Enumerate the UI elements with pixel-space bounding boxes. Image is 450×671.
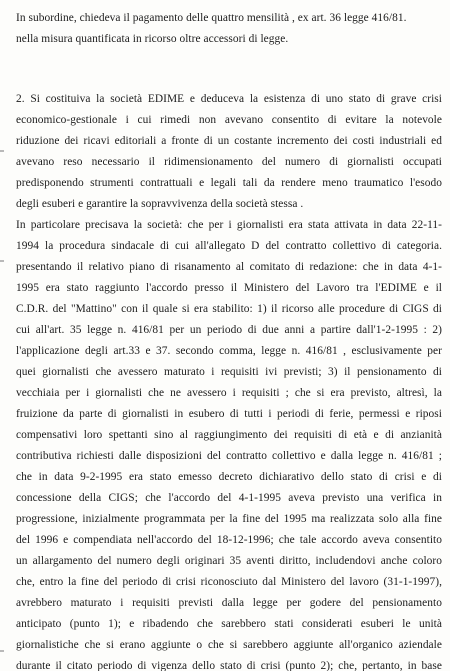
text-line: progressione, inizialmente programmata per la fine del 1995 ma realizzata solo alla fine [16,513,442,525]
text-line: 1994 la procedura sindacale di cui all'allegato D del contratto collettivo di categoria. [16,240,442,252]
text-line: presentando il relativo piano di risanamento al comitato di redazione: che in data 4-1- [16,261,442,273]
text-line: economico-gestionale i cui rimedi non avevano consentito di evitare la notevole [16,114,442,126]
text-line: 1995 era stato raggiunto l'accordo presso il Ministero del Lavoro tra l'EDIME e il [16,282,442,294]
text-line: l'applicazione degli art.33 e 37. secondo comma, legge n. 416/81 , esclusivamente per [16,345,442,357]
text-line: predisponendo strumenti contrattuali e legali tali da rendere meno traumatico l'esodo [16,177,442,189]
text-line: durante il citato periodo di vigenza dello stato di crisi (punto 2); che, pertanto, in base [16,660,442,671]
text-line: 2. Si costituiva la società EDIME e deduceva la esistenza di uno stato di grave crisi [16,93,442,105]
text-line: del 1996 e compendiata nell'accordo del 18-12-1996; che tale accordo aveva consentito [16,534,442,546]
text-line: nella misura quantificata in ricorso oltre accessori di legge. [16,33,289,45]
text-line: avrebbero maturato i requisiti previsti dalla legge per godere del pensionamento [16,597,442,609]
text-line: un allargamento del numero degli originari 35 aventi diritto, includendovi anche coloro [16,555,442,567]
text-line: cui all'art. 35 legge n. 416/81 per un periodo di due anni a partire dall'1-2-1995 : 2) [16,324,442,336]
text-line: In subordine, chiedeva il pagamento delle quattro mensilità , ex art. 36 legge 416/81. [16,12,407,24]
paragraph-2 [16,89,442,671]
text-line: che, entro la fine del periodo di crisi riconosciuto dal Ministero del lavoro (31-1-1997), [16,576,442,588]
text-line: C.D.R. del "Mattino" con il quale si era stabilito: 1) il ricorso alle procedure di CIGS di [16,303,442,315]
scan-mark [0,260,4,262]
text-line: fruizione da parte di giornalisti in esubero di tutti i periodi di ferie, permessi e riposi [16,408,442,420]
text-line: quei giornalisti che avessero maturato i requisiti ivi previsti; 3) il pensionamento di [16,366,442,378]
text-line: riduzione dei ricavi editoriali a fronte di un costante incremento dei costi industriali ed [16,135,442,147]
scan-mark [0,150,4,152]
text-line: In particolare precisava la società: che per i giornalisti era stata attivata in data 22-11- [16,219,442,231]
text-line: degli esuberi e garantire la sopravvivenza della società stessa . [16,198,304,210]
text-line: anticipato (punto 1); e ribadendo che sarebbero stati considerati esuberi le unità [16,618,442,630]
text-line: che in data 9-2-1995 era stato emesso decreto dichiarativo dello stato di crisi e di [16,471,442,483]
paragraph-1 [16,8,442,50]
text-line: concessione della CIGS; che l'accordo del 4-1-1995 aveva previsto una verifica in [16,492,442,504]
text-line: vecchiaia per i giornalisti che ne avessero i requisiti ; che si era previsto, altresì, la [16,387,442,399]
text-line: avevano reso necessario il ridimensionamento del numero di giornalisti occupati [16,156,442,168]
text-line: giornalistiche che si erano aggiunte o che si sarebbero aggiunte all'organico aziendale [16,639,442,651]
scan-mark [0,650,4,652]
text-line: contributiva richiesti dalle disposizioni del contratto collettivo e dalla legge n. 416/81 ; [16,450,442,462]
text-line: compensativi loro spettanti sino al raggiungimento dei requisiti di età e di anzianità [16,429,442,441]
